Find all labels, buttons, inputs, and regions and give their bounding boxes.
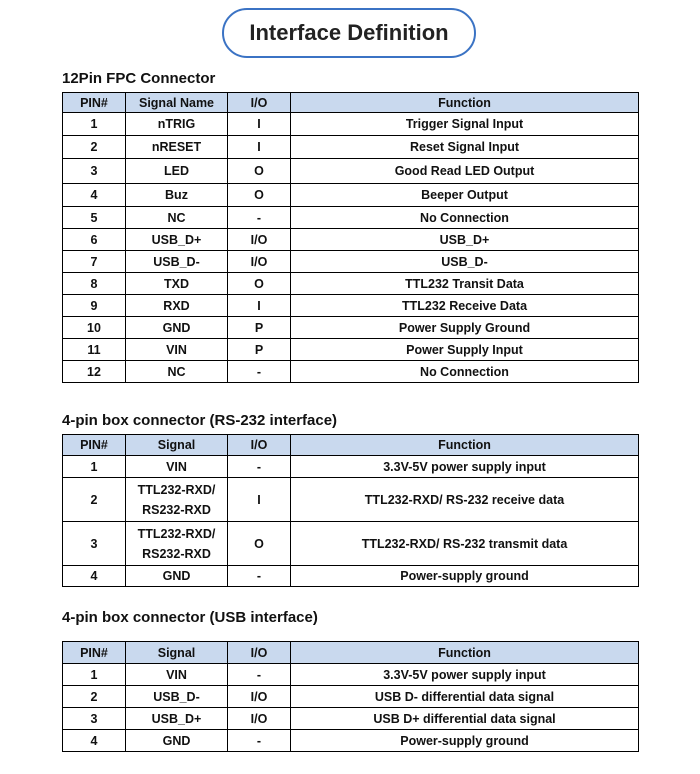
table-header-row xyxy=(63,642,639,664)
table-header-row xyxy=(63,93,639,113)
function-cell: USB D+ differential data signal xyxy=(291,708,639,730)
table-row xyxy=(63,456,639,478)
function-cell: USB_D+ xyxy=(291,229,639,251)
column-header: Signal xyxy=(126,642,228,664)
table-header-row xyxy=(63,435,639,456)
pin-cell: 2 xyxy=(63,478,126,522)
column-header: Function xyxy=(291,642,639,664)
io-cell: - xyxy=(228,207,291,229)
table-row xyxy=(63,522,639,566)
signal-cell: VIN xyxy=(126,664,228,686)
function-cell: No Connection xyxy=(291,207,639,229)
pin-cell: 6 xyxy=(63,229,126,251)
function-cell: TTL232 Receive Data xyxy=(291,295,639,317)
table-rs232-connector xyxy=(62,434,639,587)
column-header: Signal xyxy=(126,435,228,456)
table-row xyxy=(63,730,639,752)
function-cell: Reset Signal Input xyxy=(291,136,639,159)
function-cell: 3.3V-5V power supply input xyxy=(291,664,639,686)
table-row xyxy=(63,478,639,522)
function-cell: USB D- differential data signal xyxy=(291,686,639,708)
signal-cell: LED xyxy=(126,159,228,184)
io-cell: P xyxy=(228,339,291,361)
signal-cell: USB_D- xyxy=(126,251,228,273)
column-header: I/O xyxy=(228,642,291,664)
table-row xyxy=(63,686,639,708)
io-cell: I xyxy=(228,295,291,317)
io-cell: - xyxy=(228,566,291,587)
io-cell: I xyxy=(228,136,291,159)
function-cell: TTL232-RXD/ RS-232 receive data xyxy=(291,478,639,522)
signal-cell: VIN xyxy=(126,339,228,361)
function-cell: Beeper Output xyxy=(291,184,639,207)
signal-cell: GND xyxy=(126,566,228,587)
io-cell: O xyxy=(228,522,291,566)
function-cell: Trigger Signal Input xyxy=(291,113,639,136)
function-cell: TTL232-RXD/ RS-232 transmit data xyxy=(291,522,639,566)
signal-cell: GND xyxy=(126,317,228,339)
io-cell: I xyxy=(228,478,291,522)
function-cell: Power-supply ground xyxy=(291,730,639,752)
section-title-usb: 4-pin box connector (USB interface) xyxy=(62,609,318,626)
pin-cell: 8 xyxy=(63,273,126,295)
io-cell: O xyxy=(228,184,291,207)
function-cell: Power Supply Ground xyxy=(291,317,639,339)
table-fpc-connector xyxy=(62,92,639,383)
pin-cell: 12 xyxy=(63,361,126,383)
column-header: PIN# xyxy=(63,642,126,664)
table-row xyxy=(63,664,639,686)
table-row xyxy=(63,566,639,587)
signal-cell: Buz xyxy=(126,184,228,207)
io-cell: - xyxy=(228,361,291,383)
function-cell: USB_D- xyxy=(291,251,639,273)
table-row xyxy=(63,295,639,317)
pin-cell: 11 xyxy=(63,339,126,361)
io-cell: I/O xyxy=(228,229,291,251)
io-cell: O xyxy=(228,159,291,184)
signal-cell: TXD xyxy=(126,273,228,295)
table-row xyxy=(63,113,639,136)
table-row xyxy=(63,207,639,229)
pin-cell: 10 xyxy=(63,317,126,339)
pin-cell: 3 xyxy=(63,522,126,566)
table-row xyxy=(63,229,639,251)
signal-cell: TTL232-RXD/ RS232-RXD xyxy=(126,478,228,522)
pin-cell: 3 xyxy=(63,159,126,184)
table-row xyxy=(63,708,639,730)
signal-cell: NC xyxy=(126,207,228,229)
pin-cell: 1 xyxy=(63,664,126,686)
pin-cell: 1 xyxy=(63,113,126,136)
section-title-fpc: 12Pin FPC Connector xyxy=(62,70,216,87)
function-cell: Good Read LED Output xyxy=(291,159,639,184)
io-cell: I/O xyxy=(228,251,291,273)
page-title: Interface Definition xyxy=(222,8,476,58)
function-cell: TTL232 Transit Data xyxy=(291,273,639,295)
column-header: I/O xyxy=(228,435,291,456)
table-row xyxy=(63,361,639,383)
table-row xyxy=(63,317,639,339)
signal-cell: nRESET xyxy=(126,136,228,159)
column-header: PIN# xyxy=(63,435,126,456)
io-cell: O xyxy=(228,273,291,295)
signal-cell: USB_D+ xyxy=(126,229,228,251)
signal-cell: NC xyxy=(126,361,228,383)
table-usb-connector xyxy=(62,641,639,752)
pin-cell: 4 xyxy=(63,566,126,587)
signal-cell: USB_D+ xyxy=(126,708,228,730)
signal-cell: TTL232-RXD/ RS232-RXD xyxy=(126,522,228,566)
signal-cell: RXD xyxy=(126,295,228,317)
table-row xyxy=(63,273,639,295)
column-header: I/O xyxy=(228,93,291,113)
function-cell: No Connection xyxy=(291,361,639,383)
pin-cell: 1 xyxy=(63,456,126,478)
pin-cell: 2 xyxy=(63,686,126,708)
section-title-rs232: 4-pin box connector (RS-232 interface) xyxy=(62,412,338,429)
io-cell: I/O xyxy=(228,686,291,708)
pin-cell: 5 xyxy=(63,207,126,229)
column-header: PIN# xyxy=(63,93,126,113)
table-row xyxy=(63,136,639,159)
signal-cell: VIN xyxy=(126,456,228,478)
pin-cell: 2 xyxy=(63,136,126,159)
signal-cell: nTRIG xyxy=(126,113,228,136)
io-cell: - xyxy=(228,730,291,752)
io-cell: I xyxy=(228,113,291,136)
table-row xyxy=(63,159,639,184)
column-header: Function xyxy=(291,435,639,456)
pin-cell: 3 xyxy=(63,708,126,730)
function-cell: 3.3V-5V power supply input xyxy=(291,456,639,478)
pin-cell: 4 xyxy=(63,730,126,752)
column-header: Function xyxy=(291,93,639,113)
io-cell: P xyxy=(228,317,291,339)
pin-cell: 9 xyxy=(63,295,126,317)
table-row xyxy=(63,184,639,207)
signal-cell: GND xyxy=(126,730,228,752)
column-header: Signal Name xyxy=(126,93,228,113)
io-cell: I/O xyxy=(228,708,291,730)
pin-cell: 7 xyxy=(63,251,126,273)
function-cell: Power-supply ground xyxy=(291,566,639,587)
table-row xyxy=(63,339,639,361)
pin-cell: 4 xyxy=(63,184,126,207)
table-row xyxy=(63,251,639,273)
signal-cell: USB_D- xyxy=(126,686,228,708)
function-cell: Power Supply Input xyxy=(291,339,639,361)
io-cell: - xyxy=(228,456,291,478)
io-cell: - xyxy=(228,664,291,686)
